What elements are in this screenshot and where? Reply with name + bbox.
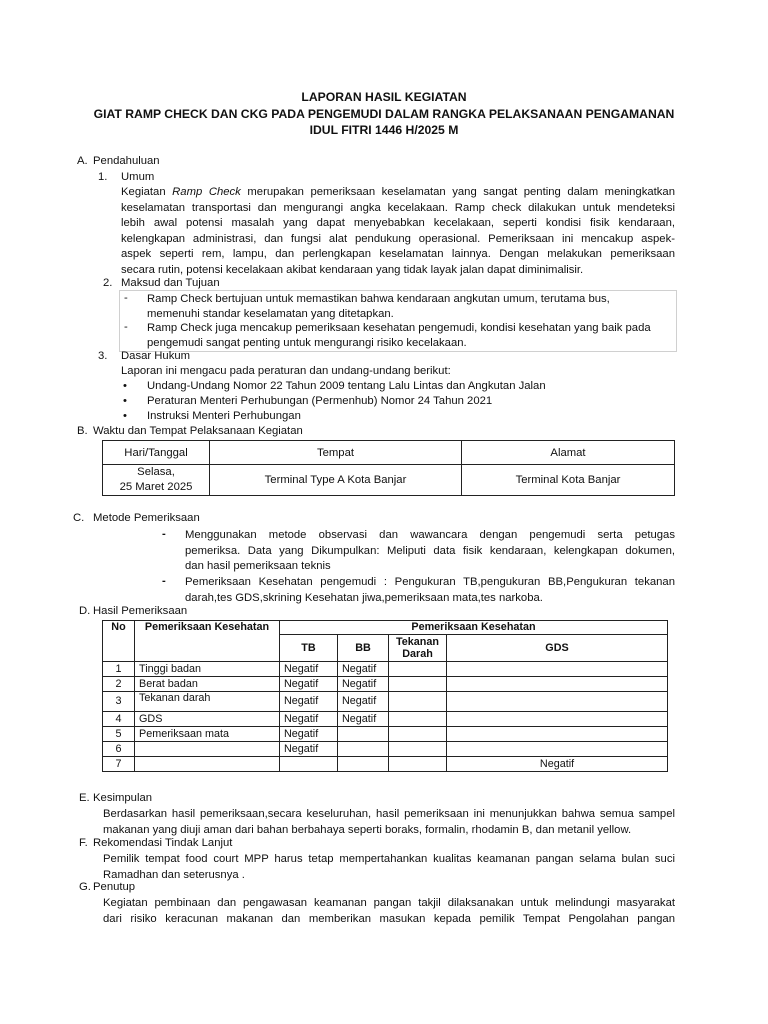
results-no: 1 bbox=[103, 662, 135, 677]
results-bb: Negatif bbox=[338, 677, 389, 692]
results-table bbox=[102, 620, 668, 772]
results-gds bbox=[447, 712, 668, 727]
section-f-label: F. bbox=[79, 837, 88, 849]
metode-item-2: Pemeriksaan Kesehatan pengemudi : Pengukuran TB,pengukuran BB,Pengukuran tekanan darah,tes GDS,skrining Kesehatan jiwa,pemeriksaan mata,tes narkoba. bbox=[185, 576, 675, 604]
section-b-heading: Waktu dan Tempat Pelaksanaan Kegiatan bbox=[93, 425, 303, 437]
results-gds bbox=[447, 662, 668, 677]
results-header-gds: GDS bbox=[447, 635, 668, 662]
results-exam: Tinggi badan bbox=[135, 662, 280, 677]
results-bb bbox=[338, 757, 389, 772]
results-tb: Negatif bbox=[280, 662, 338, 677]
metode-dash-2: - bbox=[162, 575, 166, 587]
results-no: 6 bbox=[103, 742, 135, 757]
table-row bbox=[103, 757, 668, 772]
results-no: 7 bbox=[103, 757, 135, 772]
maksud-heading: Maksud dan Tujuan bbox=[121, 277, 220, 289]
dasar-number: 3. bbox=[98, 350, 108, 362]
umum-paragraph bbox=[121, 185, 675, 278]
umum-line: secara rutin, potensi kecelakaan akibat kendaraan yang tidak layak jalan dapat diminimalisir. bbox=[121, 263, 584, 276]
section-d-heading: Hasil Pemeriksaan bbox=[93, 605, 188, 617]
results-no: 2 bbox=[103, 677, 135, 692]
schedule-header-date: Hari/Tanggal bbox=[103, 441, 210, 465]
table-row bbox=[103, 727, 668, 742]
section-b-label: B. bbox=[77, 425, 88, 437]
section-g-label: G. bbox=[79, 881, 91, 893]
bullet-icon: • bbox=[123, 410, 127, 422]
maksud-number: 2. bbox=[103, 277, 113, 289]
results-td bbox=[389, 677, 447, 692]
section-d-label: D. bbox=[79, 605, 91, 617]
results-exam: Pemeriksaan mata bbox=[135, 727, 280, 742]
table-row bbox=[103, 692, 668, 712]
results-exam: Berat badan bbox=[135, 677, 280, 692]
schedule-table bbox=[102, 440, 675, 496]
schedule-address: Terminal Kota Banjar bbox=[462, 465, 675, 496]
results-bb: Negatif bbox=[338, 692, 389, 712]
section-e-heading: Kesimpulan bbox=[93, 792, 153, 804]
results-exam: Tekanan darah bbox=[135, 692, 280, 712]
bullet-icon: • bbox=[123, 380, 127, 392]
results-bb: Negatif bbox=[338, 712, 389, 727]
results-no: 5 bbox=[103, 727, 135, 742]
umum-number: 1. bbox=[98, 171, 108, 183]
results-bb: Negatif bbox=[338, 662, 389, 677]
schedule-header-address: Alamat bbox=[462, 441, 675, 465]
results-gds bbox=[447, 727, 668, 742]
results-tb bbox=[280, 757, 338, 772]
maksud-dash-1: - bbox=[124, 292, 128, 304]
results-td bbox=[389, 757, 447, 772]
maksud-dash-2: - bbox=[124, 321, 128, 333]
umum-line: keselamatan transportasi dan mengurangi angka kecelakaan. Ramp check dilakukan untuk mendeteksi bbox=[121, 201, 675, 214]
umum-line: kelengkapan administrasi, dan fungsi alat pendukung operasional. Pemeriksaan ini mencakup aspek- bbox=[121, 232, 675, 245]
results-bb bbox=[338, 727, 389, 742]
results-td bbox=[389, 712, 447, 727]
results-tb: Negatif bbox=[280, 742, 338, 757]
section-e-label: E. bbox=[79, 792, 90, 804]
section-a-heading: Pendahuluan bbox=[93, 155, 160, 167]
results-header-bb: BB bbox=[338, 635, 389, 662]
table-row bbox=[103, 712, 668, 727]
results-no: 4 bbox=[103, 712, 135, 727]
table-row bbox=[103, 742, 668, 757]
bullet-icon: • bbox=[123, 395, 127, 407]
umum-heading: Umum bbox=[121, 171, 155, 183]
results-header-td: Tekanan Darah bbox=[389, 635, 447, 662]
results-bb bbox=[338, 742, 389, 757]
schedule-header-place: Tempat bbox=[210, 441, 462, 465]
section-a-label: A. bbox=[77, 155, 88, 167]
results-tb: Negatif bbox=[280, 712, 338, 727]
results-header-exam: Pemeriksaan Kesehatan bbox=[135, 621, 280, 662]
metode-item-1: Menggunakan metode observasi dan wawancara dengan pengemudi serta petugas pemeriksa. Data yang Dikumpulkan: Meliputi data fisik kendaraan, kelengkapan dokumen, dan hasil pemeriksaan teknis bbox=[185, 529, 675, 572]
results-exam bbox=[135, 742, 280, 757]
schedule-date: Selasa, 25 Maret 2025 bbox=[103, 465, 210, 496]
results-gds bbox=[447, 692, 668, 712]
results-td bbox=[389, 692, 447, 712]
results-td bbox=[389, 727, 447, 742]
dasar-item-2: Peraturan Menteri Perhubungan (Permenhub) Nomor 24 Tahun 2021 bbox=[147, 395, 493, 407]
section-c-heading: Metode Pemeriksaan bbox=[93, 512, 200, 524]
umum-line: Kegiatan Ramp Check merupakan pemeriksaan keselamatan yang sangat penting dalam meningkatkan bbox=[121, 186, 675, 198]
results-tb: Negatif bbox=[280, 677, 338, 692]
results-exam: GDS bbox=[135, 712, 280, 727]
results-header-group: Pemeriksaan Kesehatan bbox=[280, 621, 668, 635]
maksud-item-1: Ramp Check bertujuan untuk memastikan bahwa kendaraan angkutan umum, terutama bus, memenuhi standar keselamatan yang ditetapkan. bbox=[147, 293, 610, 320]
schedule-place: Terminal Type A Kota Banjar bbox=[210, 465, 462, 496]
kesimpulan-paragraph: Berdasarkan hasil pemeriksaan,secara keseluruhan, hasil pemeriksaan ini menunjukkan bahwa semua sampel makanan yang diuji aman dari bahan berbahaya seperti boraks, formalin, rhodamin B, dan metanil yellow. bbox=[103, 808, 675, 836]
results-gds bbox=[447, 677, 668, 692]
report-subtitle: GIAT RAMP CHECK DAN CKG PADA PENGEMUDI DALAM RANGKA PELAKSANAAN PENGAMANAN bbox=[93, 107, 675, 121]
results-gds: Negatif bbox=[447, 757, 668, 772]
section-c-label: C. bbox=[73, 512, 85, 524]
results-td bbox=[389, 662, 447, 677]
report-title: LAPORAN HASIL KEGIATAN bbox=[301, 90, 467, 104]
results-tb: Negatif bbox=[280, 692, 338, 712]
results-td bbox=[389, 742, 447, 757]
results-gds bbox=[447, 742, 668, 757]
umum-line: lebih awal potensi masalah yang dapat menyebabkan kecelakaan, seperti kondisi fisik kendaraan, bbox=[121, 217, 675, 229]
table-row bbox=[103, 677, 668, 692]
report-subtitle-year: IDUL FITRI 1446 H/2025 M bbox=[309, 123, 459, 137]
metode-dash-1: - bbox=[162, 528, 166, 540]
rekomendasi-paragraph: Pemilik tempat food court MPP harus tetap mempertahankan kualitas keamanan pangan selama bulan suci Ramadhan dan seterusnya . bbox=[103, 853, 675, 881]
results-no: 3 bbox=[103, 692, 135, 712]
section-g-heading: Penutup bbox=[93, 881, 136, 893]
penutup-paragraph: Kegiatan pembinaan dan pengawasan keamanan pangan takjil dilaksanakan untuk melindungi masyarakat dari risiko keracunan makanan dan memberikan masukan kepada pemilik Tempat Pengolahan pangan bbox=[103, 897, 675, 925]
dasar-heading: Dasar Hukum bbox=[121, 350, 191, 362]
dasar-item-3: Instruksi Menteri Perhubungan bbox=[147, 410, 301, 422]
results-header-tb: TB bbox=[280, 635, 338, 662]
table-row bbox=[103, 662, 668, 677]
maksud-item-2: Ramp Check juga mencakup pemeriksaan kesehatan pengemudi, kondisi kesehatan yang baik pada pengemudi sangat penting untuk mengurangi risiko kecelakaan. bbox=[147, 322, 651, 349]
umum-line: aspek seperti rem, lampu, dan perlengkapan keselamatan lainnya. Dengan melakukan pemeriksaan bbox=[121, 248, 675, 260]
dasar-item-1: Undang-Undang Nomor 22 Tahun 2009 tentang Lalu Lintas dan Angkutan Jalan bbox=[147, 380, 546, 392]
dasar-intro: Laporan ini mengacu pada peraturan dan undang-undang berikut: bbox=[121, 365, 451, 377]
results-exam bbox=[135, 757, 280, 772]
section-f-heading: Rekomendasi Tindak Lanjut bbox=[93, 837, 233, 849]
results-tb: Negatif bbox=[280, 727, 338, 742]
results-header-no: No bbox=[103, 621, 135, 662]
